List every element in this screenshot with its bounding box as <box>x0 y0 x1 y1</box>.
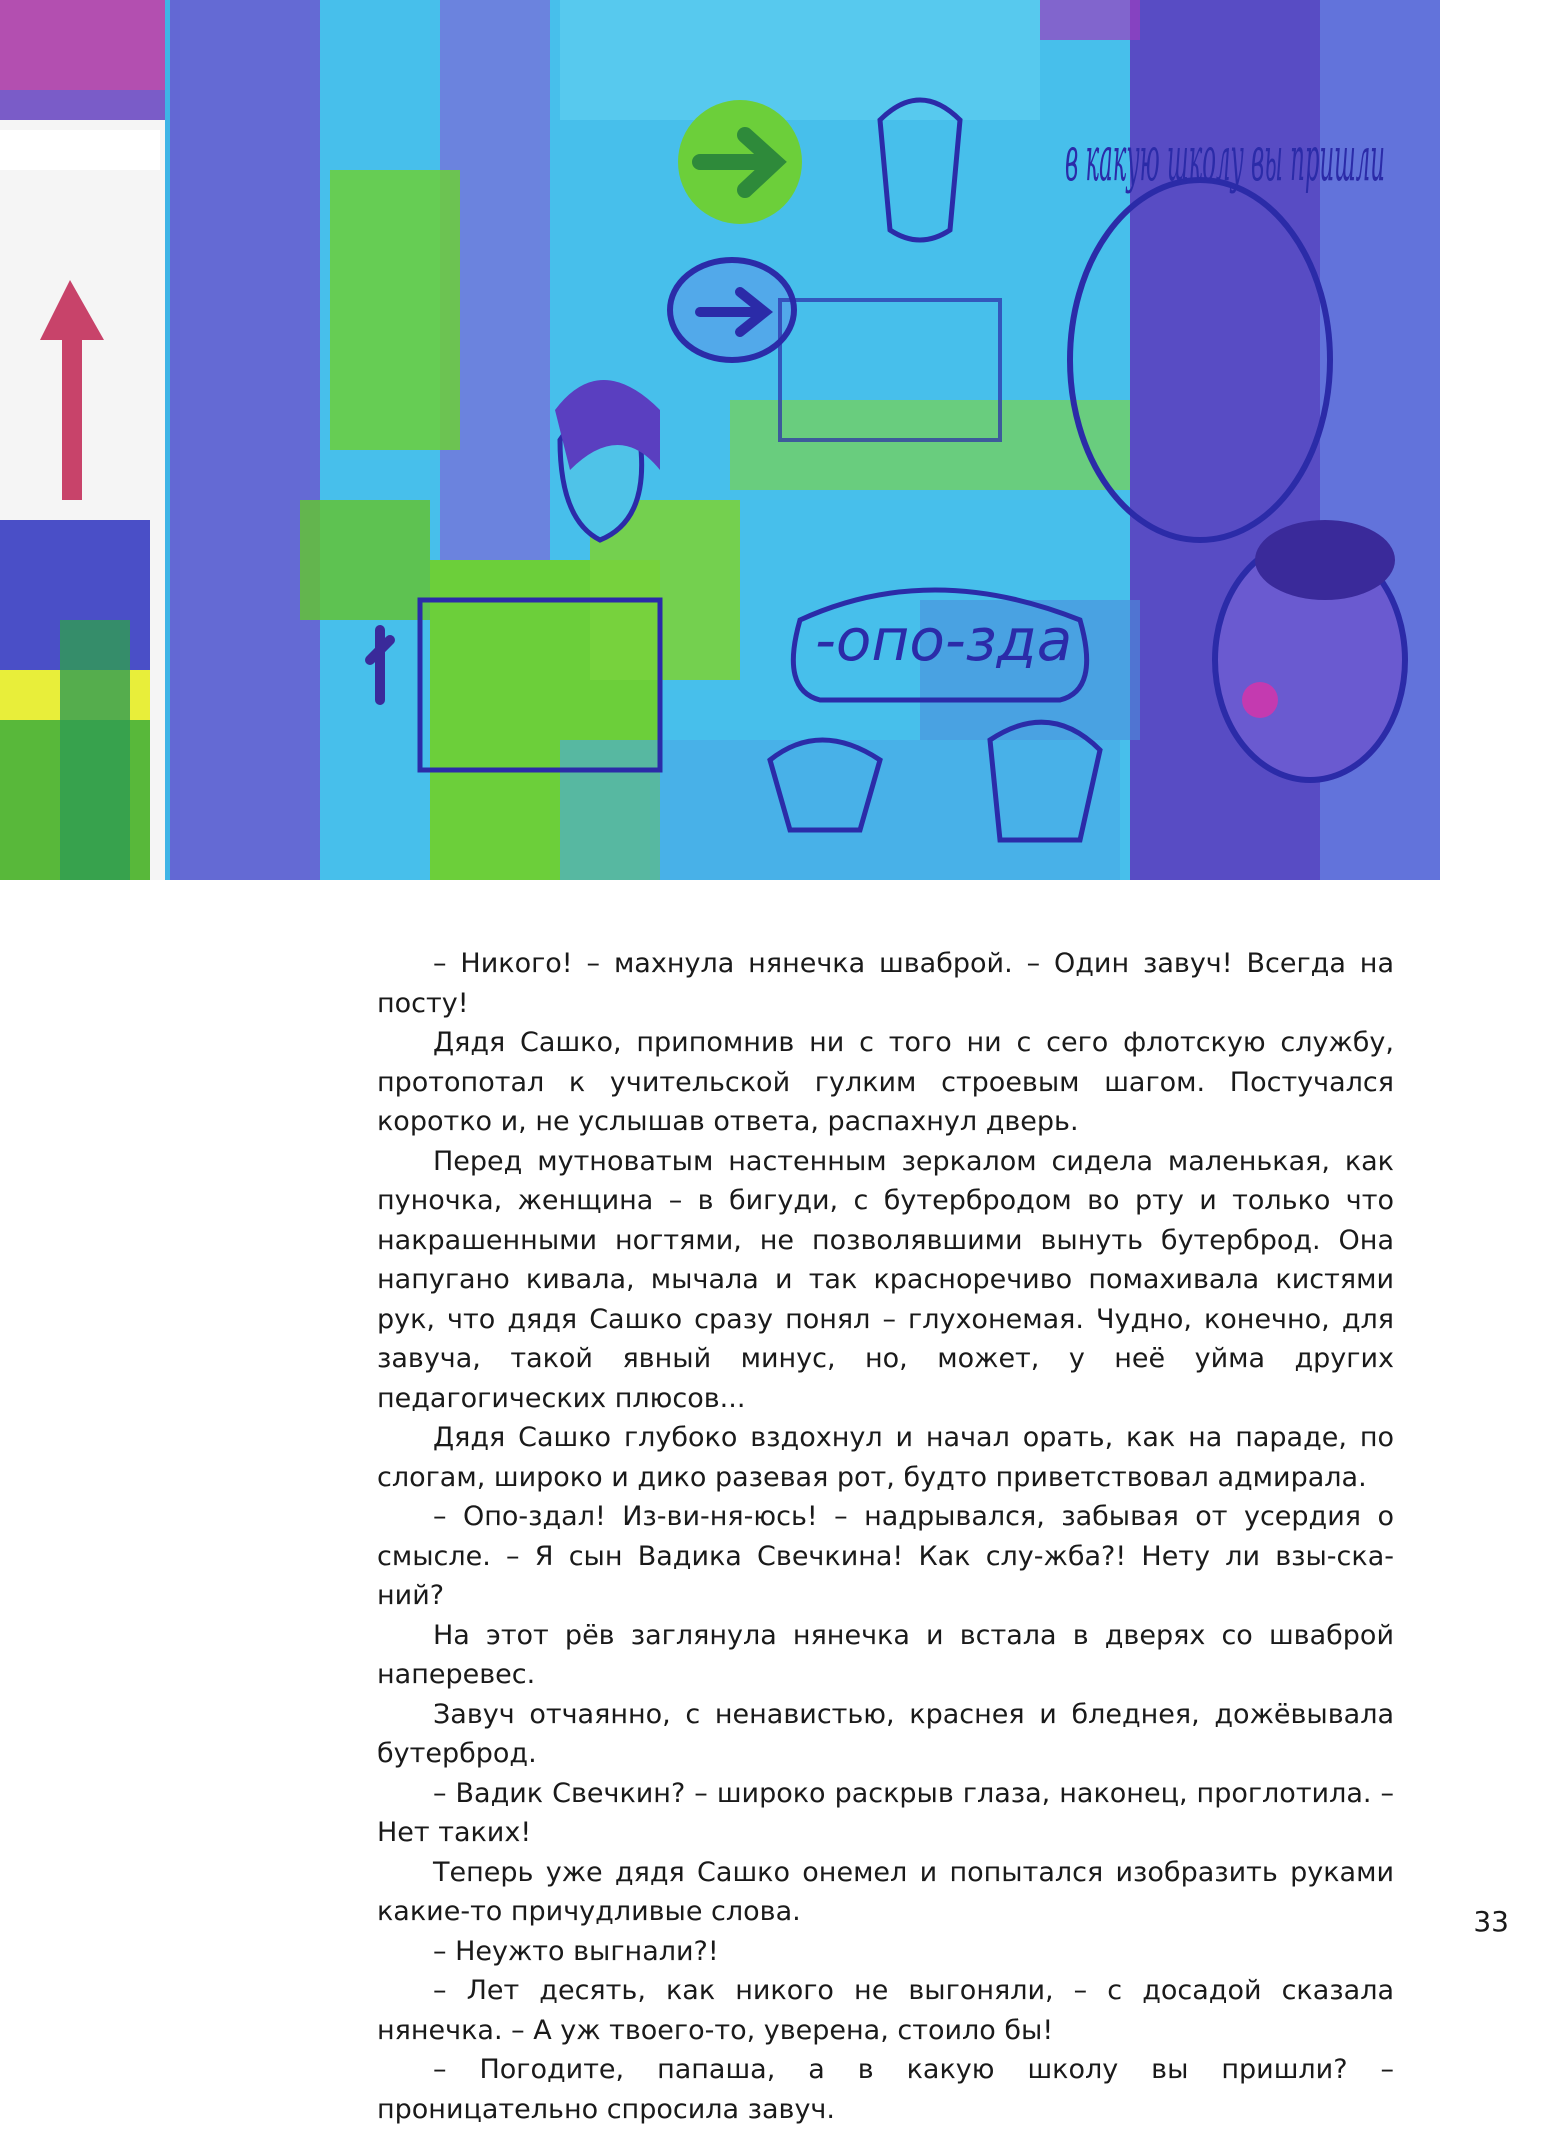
painted-word-late: -опо-зда <box>815 606 1073 674</box>
paragraph: Дядя Сашко глубоко вздохнул и начал орать, как на параде, по слогам, широко и дико разевая рот, будто приветствовал адмирала. <box>377 1422 1394 1493</box>
paragraph: На этот рёв заглянула нянечка и встала в дверях со шваброй наперевес. <box>377 1619 1394 1690</box>
paragraph: Перед мутноватым настенным зеркалом сидела маленькая, как пуночка, женщина – в бигуди, с бутербродом во рту и только что накрашенными ногтями, не позволявшими вынуть бутерброд. Она напугано кивала, мычала и так красноречиво помахивала кистями рук, что дядя Сашко сразу понял – глухонемая. Чудно, конечно, для завуча, такой явный минус, но, может, у неё уйма других педагогических плюсов... <box>377 1145 1394 1414</box>
painted-word-school: в какую школу вы пришли <box>1065 122 1385 195</box>
paragraph: – Погодите, папаша, а в какую школу вы пришли? – проницательно спросила завуч. <box>377 2054 1394 2125</box>
paragraph: – Вадик Свечкин? – широко раскрыв глаза, наконец, проглотила. – Нет таких! <box>377 1777 1394 1848</box>
story-text <box>377 944 1394 2129</box>
book-illustration <box>0 0 1440 880</box>
paragraph: – Лет десять, как никого не выгоняли, – с досадой сказала нянечка. – А уж твоего-то, уверена, стоило бы! <box>377 1975 1394 2046</box>
painting-svg <box>0 0 1440 880</box>
paragraph: – Опо-здал! Из-ви-ня-юсь! – надрывался, забывая от усердия о смысле. – Я сын Вадика Свечкина! Как слу-жба?! Нету ли взы-ска-ний? <box>377 1501 1394 1611</box>
page-number: 33 <box>1473 1905 1509 1938</box>
paragraph: Завуч отчаянно, с ненавистью, краснея и бледнея, дожёвывала бутерброд. <box>377 1698 1394 1769</box>
paragraph: Теперь уже дядя Сашко онемел и попытался изобразить руками какие-то причудливые слова. <box>377 1856 1394 1927</box>
paragraph: Дядя Сашко, припомнив ни с того ни с сего флотскую службу, протопотал к учительской гулким строевым шагом. Постучался коротко и, не услышав ответа, распахнул дверь. <box>377 1027 1394 1137</box>
paragraph: – Никого! – махнула нянечка шваброй. – Один завуч! Всегда на посту! <box>377 948 1394 1019</box>
paragraph: – Неужто выгнали?! <box>433 1935 719 1967</box>
